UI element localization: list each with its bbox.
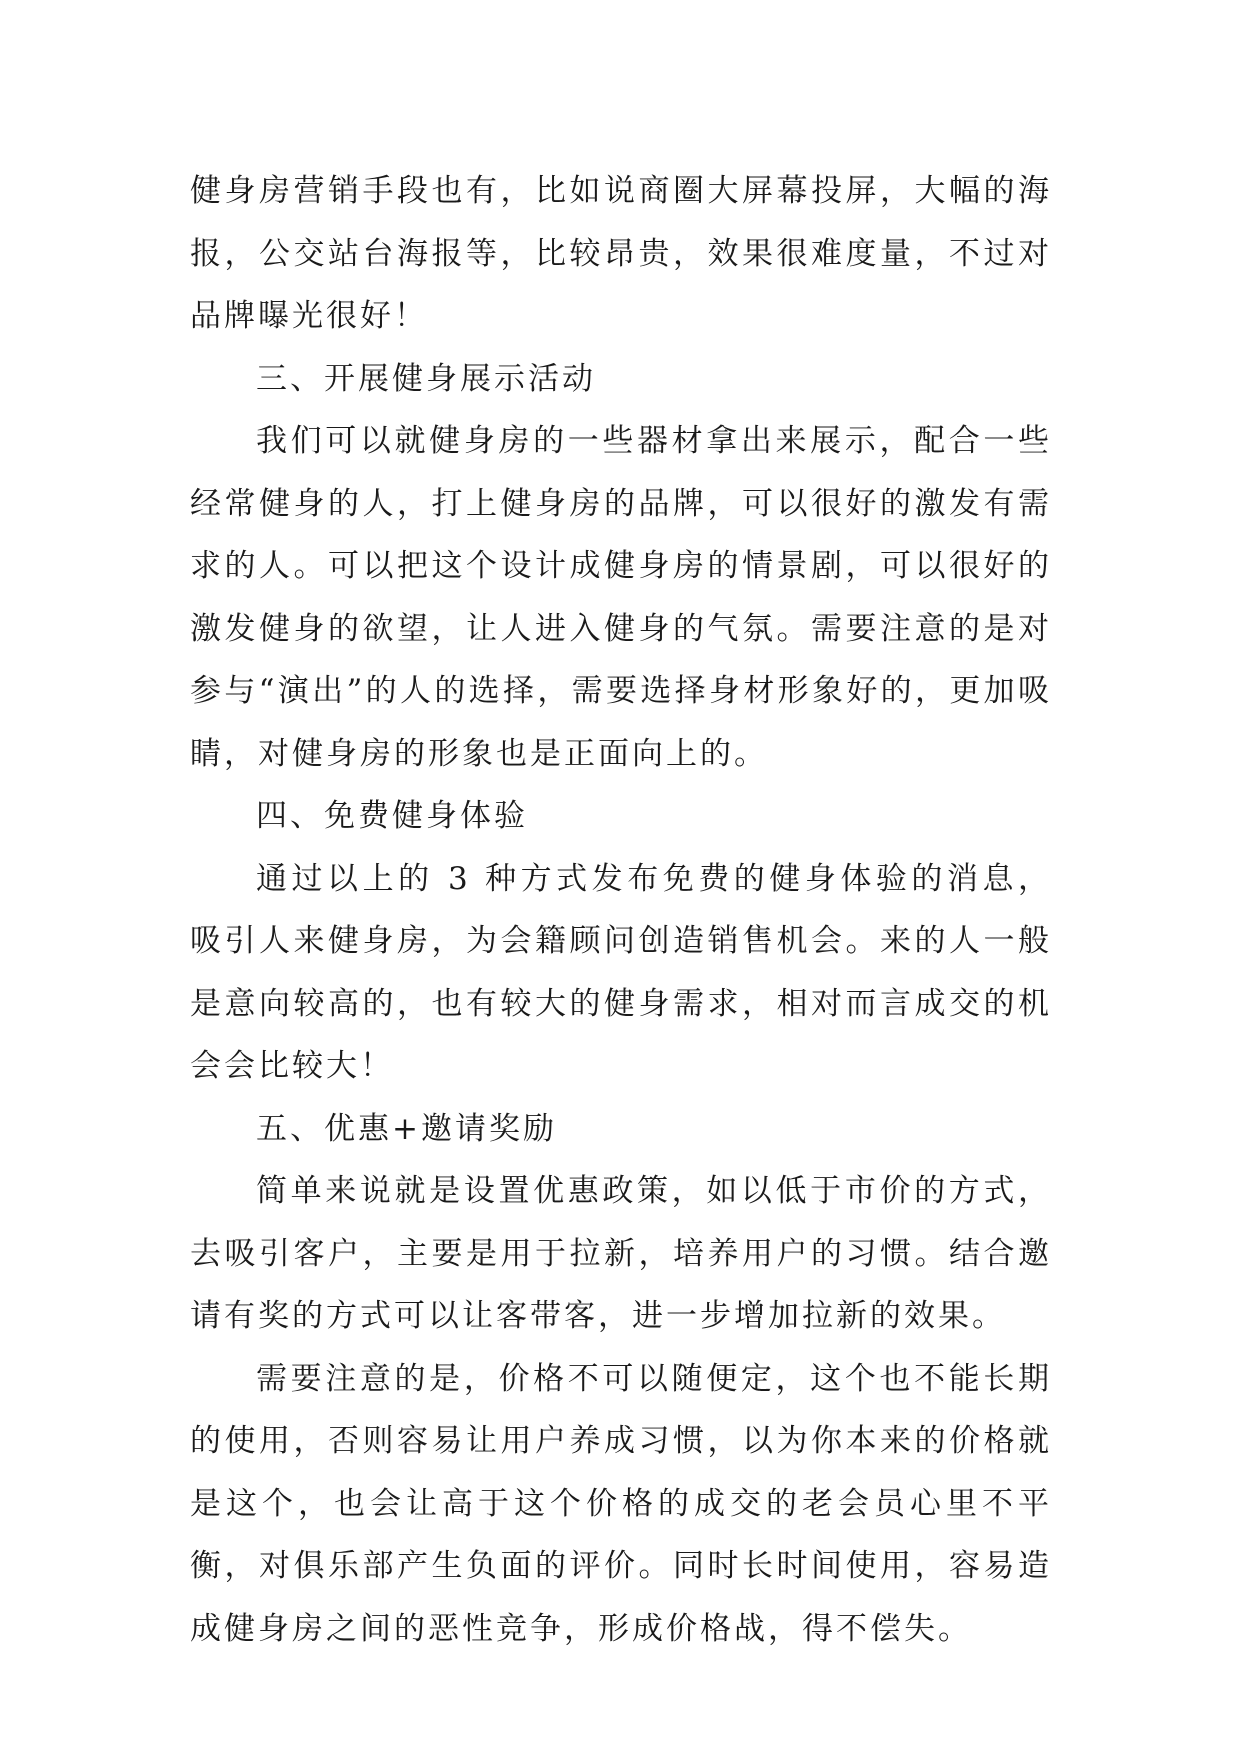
paragraph-discount-caution: 需要注意的是，价格不可以随便定，这个也不能长期的使用，否则容易让用户养成习惯，以为你本来的价格就是这个，也会让高于这个价格的成交的老会员心里不平衡，对俱乐部产生负面的评价。同时长时间使用，容易造成健身房之间的恶性竞争，形成价格战，得不偿失。 bbox=[190, 1360, 1052, 1647]
section-heading-discount: 五、优惠+邀请奖励 bbox=[256, 1110, 557, 1147]
section-heading-free-trial: 四、免费健身体验 bbox=[256, 798, 528, 834]
section-heading-showcase: 三、开展健身展示活动 bbox=[256, 360, 596, 397]
paragraph-discount: 简单来说就是设置优惠政策，如以低于市价的方式，去吸引客户，主要是用于拉新，培养用户的习惯。结合邀请有奖的方式可以让客带客，进一步增加拉新的效果。 bbox=[190, 1173, 1052, 1334]
paragraph-outdoor-ads: 健身房营销手段也有，比如说商圈大屏幕投屏，大幅的海报，公交站台海报等，比较昂贵，效果很难度量，不过对品牌曝光很好！ bbox=[190, 173, 1052, 334]
document-body bbox=[190, 160, 1052, 1660]
paragraph-showcase: 我们可以就健身房的一些器材拿出来展示，配合一些经常健身的人，打上健身房的品牌，可以很好的激发有需求的人。可以把这个设计成健身房的情景剧，可以很好的激发健身的欲望，让人进入健身的气氛。需要注意的是对参与“演出”的人的选择，需要选择身材形象好的，更加吸睛，对健身房的形象也是正面向上的。 bbox=[190, 423, 1052, 772]
paragraph-free-trial: 通过以上的 3 种方式发布免费的健身体验的消息，吸引人来健身房，为会籍顾问创造销售机会。来的人一般是意向较高的，也有较大的健身需求，相对而言成交的机会会比较大！ bbox=[190, 860, 1052, 1084]
